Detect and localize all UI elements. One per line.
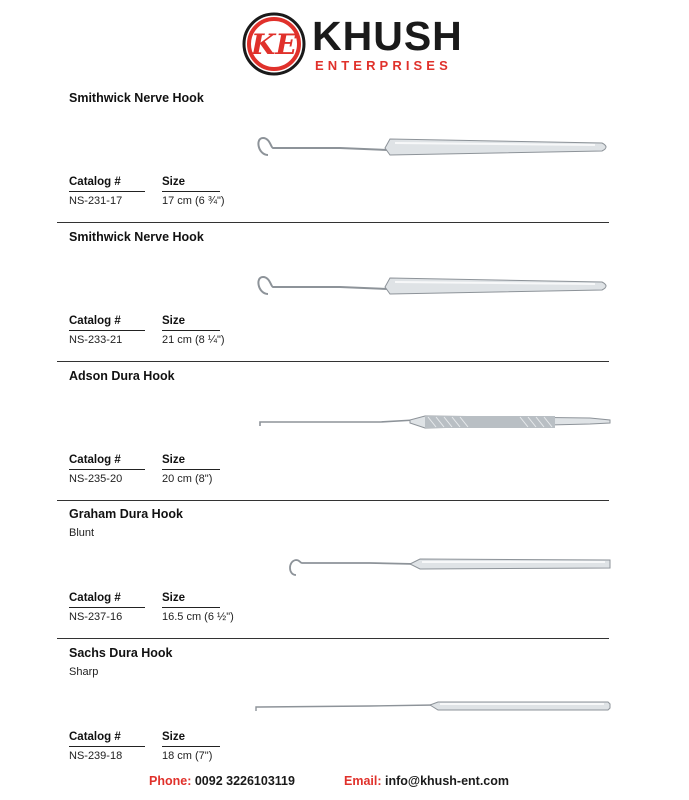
catalog-underline — [69, 607, 145, 608]
section-divider — [57, 222, 609, 223]
size-value: 18 cm (7") — [162, 750, 213, 762]
product-section — [0, 230, 689, 369]
product-section — [0, 91, 689, 230]
size-header: Size — [162, 315, 186, 327]
size-header: Size — [162, 176, 186, 188]
product-name: Adson Dura Hook — [69, 369, 175, 383]
product-section — [0, 369, 689, 508]
product-name: Sachs Dura Hook — [69, 646, 173, 660]
catalog-header: Catalog # — [69, 731, 121, 743]
size-value: 21 cm (8 ¼") — [162, 334, 225, 346]
catalog-number: NS-235-20 — [69, 473, 123, 485]
catalog-header: Catalog # — [69, 592, 121, 604]
phone-label: Phone: — [149, 774, 192, 788]
product-name: Smithwick Nerve Hook — [69, 230, 204, 244]
size-underline — [162, 330, 220, 331]
size-underline — [162, 607, 220, 608]
product-note: Sharp — [69, 666, 99, 678]
catalog-number: NS-239-18 — [69, 750, 123, 762]
catalog-number: NS-237-16 — [69, 611, 123, 623]
size-value: 20 cm (8") — [162, 473, 213, 485]
nerve-hook-icon — [250, 128, 620, 178]
phone-contact — [149, 774, 295, 788]
email-contact — [344, 774, 509, 788]
section-divider — [57, 500, 609, 501]
nerve-hook-icon — [250, 267, 620, 317]
section-divider — [57, 361, 609, 362]
product-name: Smithwick Nerve Hook — [69, 91, 204, 105]
size-value: 17 cm (6 ¾") — [162, 195, 225, 207]
catalog-underline — [69, 330, 145, 331]
brand-name: KHUSH — [312, 13, 463, 59]
catalog-number: NS-233-21 — [69, 334, 123, 346]
catalog-header: Catalog # — [69, 454, 121, 466]
product-name: Graham Dura Hook — [69, 507, 183, 521]
catalog-underline — [69, 469, 145, 470]
dura-hook-icon — [250, 686, 620, 736]
catalog-underline — [69, 746, 145, 747]
size-header: Size — [162, 592, 186, 604]
product-section — [0, 507, 689, 646]
company-logo — [242, 12, 463, 76]
monogram-text: KE — [251, 28, 297, 61]
size-header: Size — [162, 731, 186, 743]
size-header: Size — [162, 454, 186, 466]
product-note: Blunt — [69, 527, 95, 539]
size-underline — [162, 191, 220, 192]
contact-footer — [0, 774, 689, 790]
catalog-underline — [69, 191, 145, 192]
section-divider — [57, 638, 609, 639]
catalog-number: NS-231-17 — [69, 195, 123, 207]
product-section — [0, 646, 689, 785]
email-address[interactable]: info@khush-ent.com — [385, 774, 509, 788]
ke-monogram-icon — [242, 12, 306, 76]
phone-number[interactable]: 0092 3226103119 — [194, 774, 295, 788]
catalog-header: Catalog # — [69, 176, 121, 188]
email-label: Email: — [344, 774, 382, 788]
brand-tagline: ENTERPRISES — [315, 58, 452, 73]
dura-hook-icon — [250, 547, 620, 597]
catalog-header: Catalog # — [69, 315, 121, 327]
size-underline — [162, 746, 220, 747]
dura-hook-icon — [250, 402, 620, 452]
size-value: 16.5 cm (6 ½") — [162, 611, 234, 623]
size-underline — [162, 469, 220, 470]
